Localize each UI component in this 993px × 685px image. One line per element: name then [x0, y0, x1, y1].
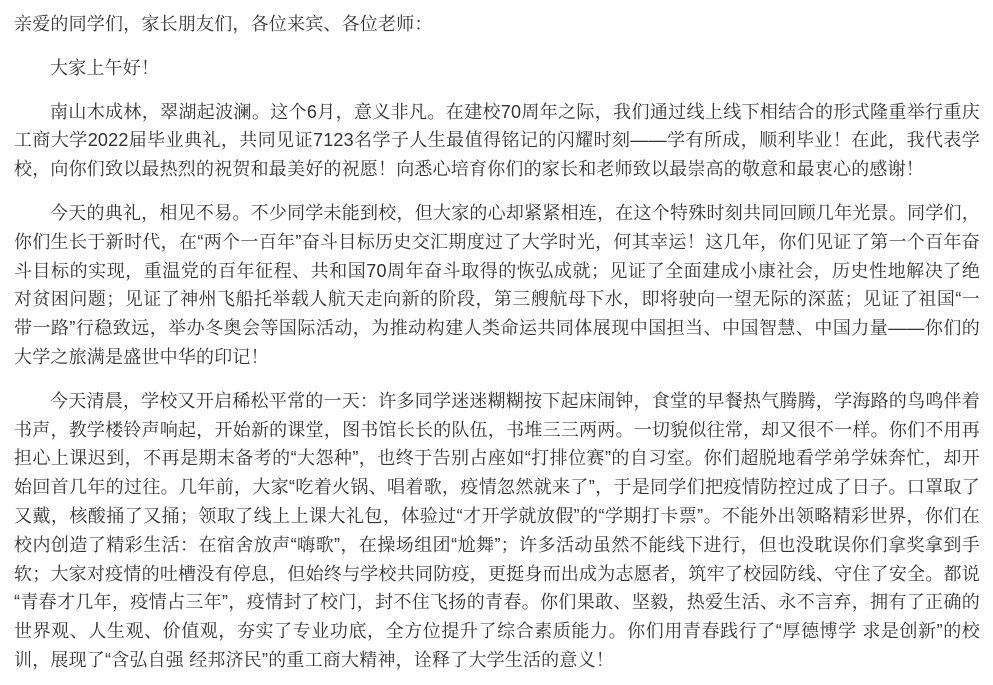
greeting-line: 大家上午好！ [50, 57, 160, 78]
paragraph-era-witness: 今天的典礼，相见不易。不少同学未能到校，但大家的心却紧紧相连，在这个特殊时刻共同回顾几年光景。同学们，你们生长于新时代，在“两个一百年”奋斗目标历史交汇期度过了大学时光，何其幸运！这几年，你们见证了第一个百年奋斗目标的实现，重温党的百年征程、共和国70周年奋斗取得的恢弘成就；见证了全面建成小康社会，历史性地解决了绝对贫困问题；见证了神州飞船托举载人航天走向新的阶段，第三艘航母下水，即将驶向一望无际的深蓝；见证了祖国“一带一路”行稳致远，举办冬奥会等国际活动，为推动构建人类命运共同体展现中国担当、中国智慧、中国力量——你们的大学之旅满是盛世中华的印记！ [14, 202, 980, 367]
paragraph-opening: 南山木成林，翠湖起波澜。这个6月，意义非凡。在建校70周年之际，我们通过线上线下相结合的形式隆重举行重庆工商大学2022届毕业典礼，共同见证7123名学子人生最值得铭记的闪耀时刻——学有所成，顺利毕业！在此，我代表学校，向你们致以最热烈的祝贺和最美好的祝愿！向悉心培育你们的家长和老师致以最崇高的敬意和最衷心的感谢！ [14, 101, 980, 180]
paragraph-campus-life: 今天清晨，学校又开启稀松平常的一天：许多同学迷迷糊糊按下起床闹钟，食堂的早餐热气腾腾，学海路的鸟鸣伴着书声，教学楼铃声响起，开始新的课堂，图书馆长长的队伍，书堆三三两两。一切貌似往常，却又很不一样。你们不用再担心上课迟到，不再是期末备考的“大怨种”，也终于告别占座如“打排位赛”的自习室。你们超脱地看学弟学妹奔忙，却开始回首几年的过往。几年前，大家“吃着火锅、唱着歌，疫情忽然就来了”，于是同学们把疫情防控过成了日子。口罩取了又戴，核酸捅了又捅；领取了线上上课大礼包，体验过“才开学就放假”的“学期打卡票”。不能外出领略精彩世界，你们在校内创造了精彩生活：在宿舍放声“嗨歌”，在操场组团“尬舞”；许多活动虽然不能线下进行，但也没耽误你们拿奖拿到手软；大家对疫情的吐槽没有停息，但始终与学校共同防疫，更挺身而出成为志愿者，筑牢了校园防线、守住了安全。都说“青春才几年，疫情占三年”，疫情封了校门，封不住飞扬的青春。你们果敢、坚毅，热爱生活、永不言弃，拥有了正确的世界观、人生观、价值观，夯实了专业功底，全方位提升了综合素质能力。你们用青春践行了“厚德博学 求是创新”的校训，展现了“含弘自强 经邦济民”的重工商大精神，诠释了大学生活的意义！ [14, 390, 980, 670]
salutation-line: 亲爱的同学们，家长朋友们，各位来宾、各位老师： [14, 14, 433, 34]
